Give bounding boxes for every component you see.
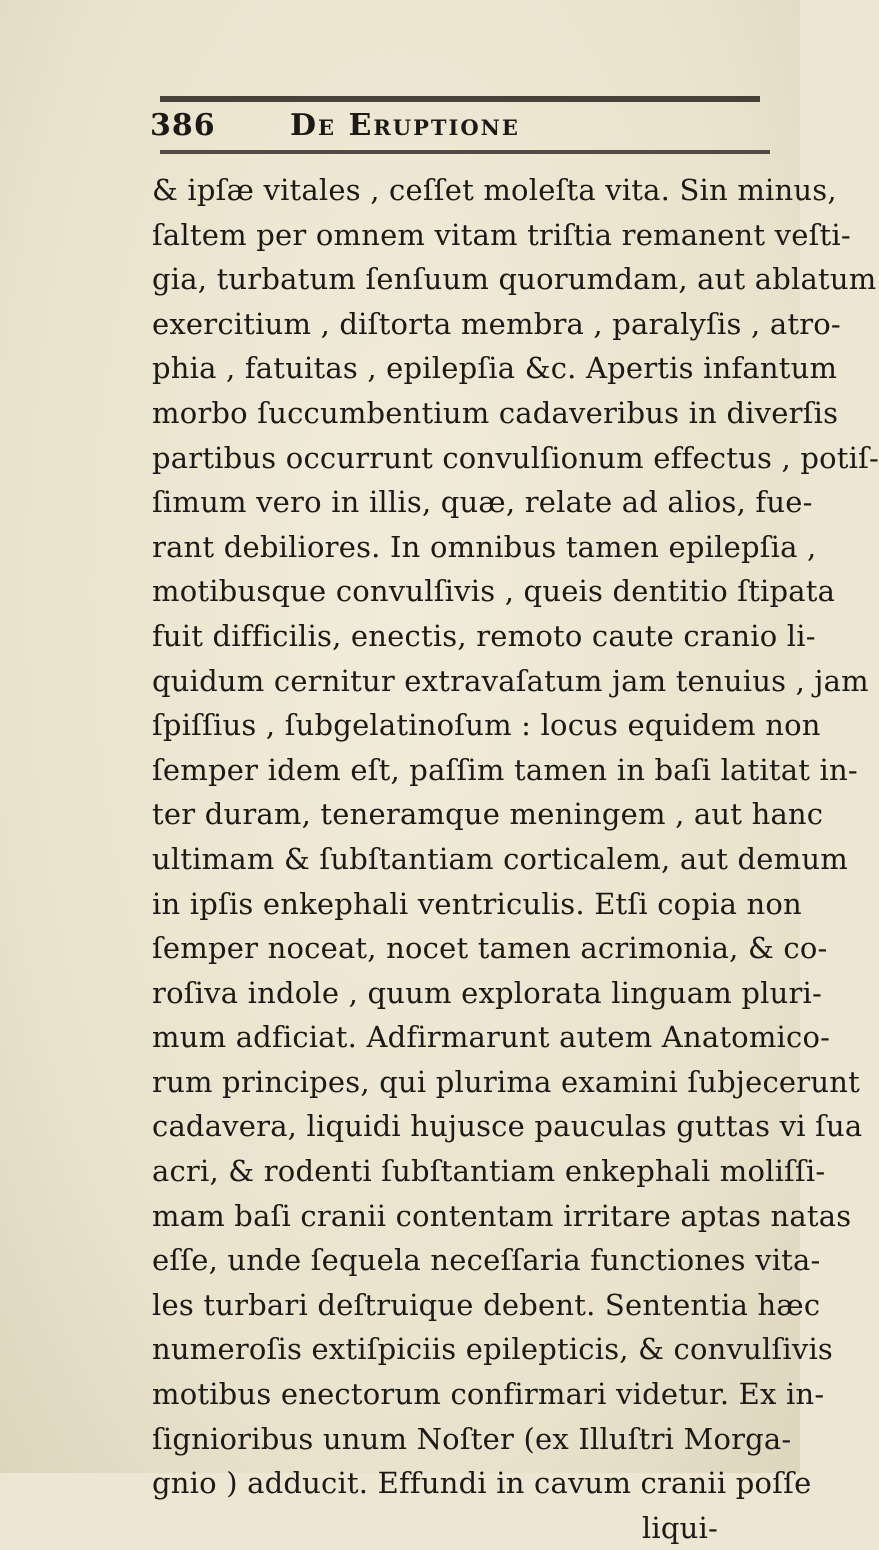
catchword: liqui- [641, 1510, 718, 1545]
text-line: fuit difficilis, enectis, remoto caute cranio li- [152, 618, 816, 653]
text-line: ſignioribus unum Noſter (ex Illuſtri Morga- [152, 1421, 792, 1456]
text-line: gia, turbatum ſenſuum quorumdam, aut ablatum [152, 262, 877, 297]
page-header [150, 108, 780, 148]
text-line: numeroſis extiſpiciis epilepticis, & convulſivis [152, 1332, 834, 1367]
text-line: phia , fatuitas , epilepſia &c. Apertis infantum [152, 351, 838, 386]
text-line: partibus occurrunt convulſionum effectus , potiſ- [152, 440, 879, 475]
text-line: motibus enectorum confirmari videtur. Ex in- [152, 1377, 825, 1412]
text-line: roſiva indole , quum explorata linguam pluri- [152, 975, 822, 1010]
page-number: 386 [150, 108, 216, 143]
text-line: les turbari deſtruique debent. Sententia hæc [152, 1287, 821, 1322]
text-line: rum principes, qui plurima examini ſubjecerunt [152, 1064, 860, 1099]
text-line: rant debiliores. In omnibus tamen epilepſia , [152, 529, 817, 564]
text-line: exercitium , diſtorta membra , paralyſis , atro- [152, 306, 841, 341]
text-line: quidum cernitur extravaſatum jam tenuius , jam [152, 663, 869, 698]
text-line: acri, & rodenti ſubſtantiam enkephali moliſſi- [152, 1154, 826, 1189]
text-line: morbo ſuccumbentium cadaveribus in diverſis [152, 395, 839, 430]
text-line: mum adficiat. Adfirmarunt autem Anatomico- [152, 1020, 831, 1055]
text-line: ſaltem per omnem vitam triſtia remanent veſti- [152, 217, 851, 252]
text-line: ſimum vero in illis, quæ, relate ad alios, fue- [152, 485, 813, 520]
text-line: ſemper noceat, nocet tamen acrimonia, & co- [152, 931, 828, 966]
header-rule [160, 150, 770, 154]
text-line: mam baſi cranii contentam irritare aptas natas [152, 1198, 852, 1233]
running-title: De Eruptione [290, 108, 520, 143]
text-line: ſpiſſius , ſubgelatinoſum : locus equidem non [152, 708, 821, 743]
text-line: & ipſæ vitales , ceſſet moleſta vita. Sin minus, [152, 173, 837, 207]
text-line: ter duram, teneramque meningem , aut hanc [152, 797, 824, 832]
text-line: motibusque convulſivis , queis dentitio ſtipata [152, 574, 836, 609]
text-line: gnio ) adducit. Effundi in cavum cranii poſſe [152, 1466, 812, 1501]
text-line: in ipſis enkephali ventriculis. Etſi copia non [152, 886, 802, 921]
body-text [152, 168, 879, 1550]
text-line: eſſe, unde ſequela neceſſaria functiones vita- [152, 1243, 821, 1278]
text-line: ultimam & ſubſtantiam corticalem, aut demum [152, 841, 848, 876]
text-line: cadavera, liquidi hujusce pauculas guttas vi ſua [152, 1109, 863, 1144]
text-line: ſemper idem eſt, paſſim tamen in baſi latitat in- [152, 752, 858, 787]
top-ornamental-rule [160, 96, 760, 102]
